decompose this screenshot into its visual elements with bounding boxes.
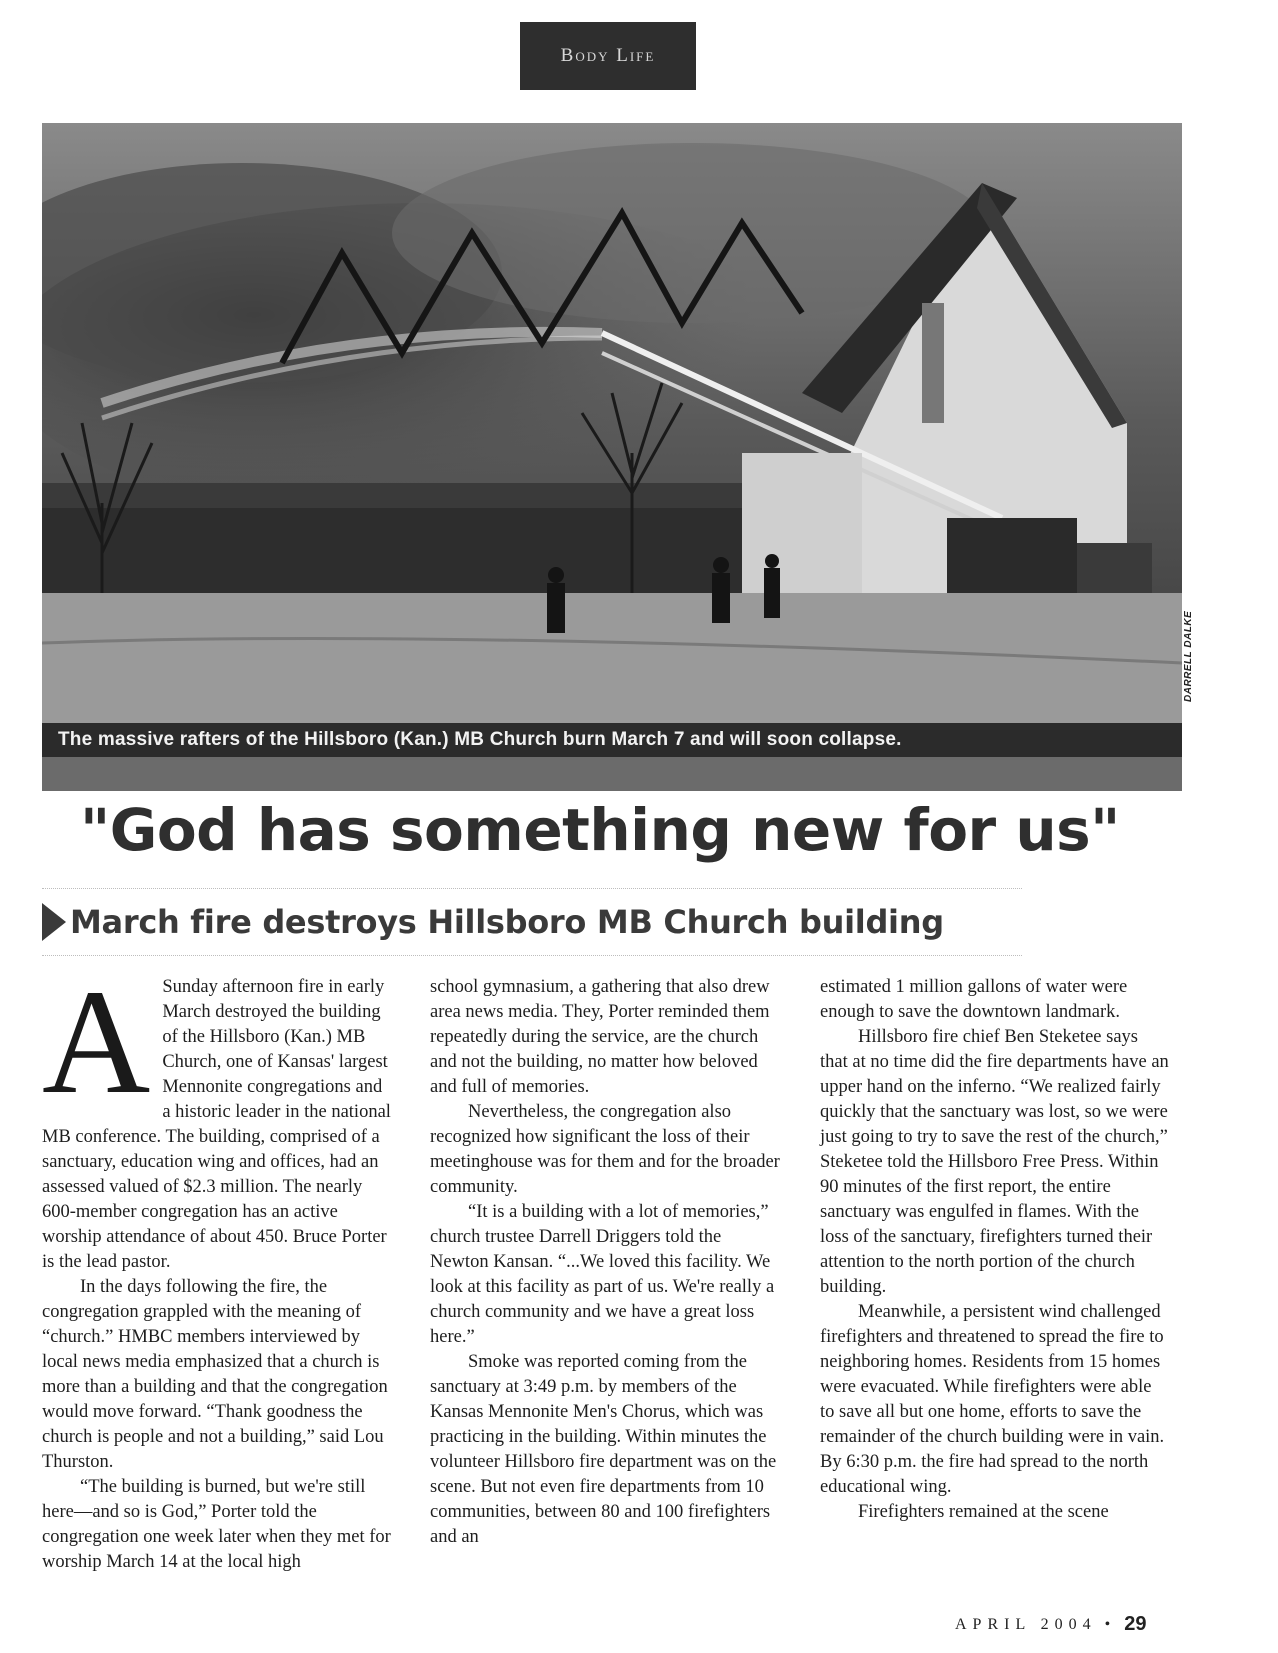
- photo-credit: DARRELL DALKE: [1183, 610, 1194, 702]
- paragraph: In the days following the fire, the congregation grappled with the meaning of “church.” HMBC members interviewed by local news media emphasized that a church is more than a building and that the congregation would move forward. “Thank goodness the church is people and not a building,” said Lou Thurston.: [42, 1277, 388, 1472]
- folio-date: APRIL 2004: [955, 1615, 1097, 1633]
- deck-rule-bottom: [42, 955, 1022, 956]
- paragraph: “It is a building with a lot of memories,” church trustee Darrell Driggers told the Newton Kansan. “...We loved this facility. We look at this facility as part of us. We're really a church community and we have a great loss here.”: [430, 1202, 775, 1347]
- article-column-1: [42, 959, 392, 1575]
- paragraph: school gymnasium, a gathering that also drew area news media. They, Porter reminded them repeatedly during the service, are the church and not the building, no matter how beloved and full of memories.: [430, 977, 770, 1097]
- deck-text: March fire destroys Hillsboro MB Church building: [70, 903, 944, 941]
- church-fire-photo: [42, 123, 1182, 791]
- paragraph: Hillsboro fire chief Ben Steketee says that at no time did the fire departments have an upper hand on the inferno. “We realized fairly quickly that the sanctuary was lost, so we were just going to try to save the rest of the church,” Steketee told the Hillsboro Free Press. Within 90 minutes of the first report, the entire sanctuary was engulfed in flames. With the loss of the sanctuary, firefighters turned their attention to the north portion of the church building.: [820, 1027, 1169, 1297]
- photo-caption: The massive rafters of the Hillsboro (Kan.) MB Church burn March 7 and will soon collapse.: [42, 723, 1182, 757]
- article-column-3: [820, 975, 1170, 1525]
- headline: "God has something new for us": [80, 796, 1120, 864]
- folio-bullet: •: [1104, 1615, 1111, 1633]
- section-tag: Body Life: [520, 22, 696, 90]
- drop-cap: A: [42, 959, 151, 1125]
- page-number: 29: [1124, 1613, 1147, 1635]
- article-column-2: [430, 975, 780, 1550]
- deck-rule-top: [42, 888, 1022, 889]
- deck-arrow-icon: [42, 903, 66, 941]
- folio: [955, 1613, 1147, 1636]
- paragraph: “The building is burned, but we're still here—and so is God,” Porter told the congregation one week later when they met for worship March 14 at the local high: [42, 1477, 391, 1572]
- paragraph: Sunday afternoon fire in early March destroyed the building of the Hillsboro (Kan.) MB Church, one of Kansas' largest Mennonite congregations and a historic leader in the national MB conference. The building, comprised of a sanctuary, education wing and offices, had an assessed valued of $2.3 million. The nearly 600-member congregation has an active worship attendance of about 450. Bruce Porter is the lead pastor.: [42, 977, 391, 1272]
- paragraph: Meanwhile, a persistent wind challenged firefighters and threatened to spread the fire to neighboring homes. Residents from 15 homes were evacuated. While firefighters were able to save all but one home, efforts to save the remainder of the church building were in vain. By 6:30 p.m. the fire had spread to the north educational wing.: [820, 1302, 1165, 1497]
- paragraph: Firefighters remained at the scene: [858, 1502, 1109, 1522]
- deck: [42, 893, 944, 951]
- paragraph: Nevertheless, the congregation also recognized how significant the loss of their meetinghouse was for them and for the broader community.: [430, 1102, 780, 1197]
- paragraph: estimated 1 million gallons of water were enough to save the downtown landmark.: [820, 977, 1128, 1022]
- paragraph: Smoke was reported coming from the sanctuary at 3:49 p.m. by members of the Kansas Mennonite Men's Chorus, which was practicing in the building. Within minutes the volunteer Hillsboro fire department was on the scene. But not even fire departments from 10 communities, between 80 and 100 firefighters and an: [430, 1352, 777, 1547]
